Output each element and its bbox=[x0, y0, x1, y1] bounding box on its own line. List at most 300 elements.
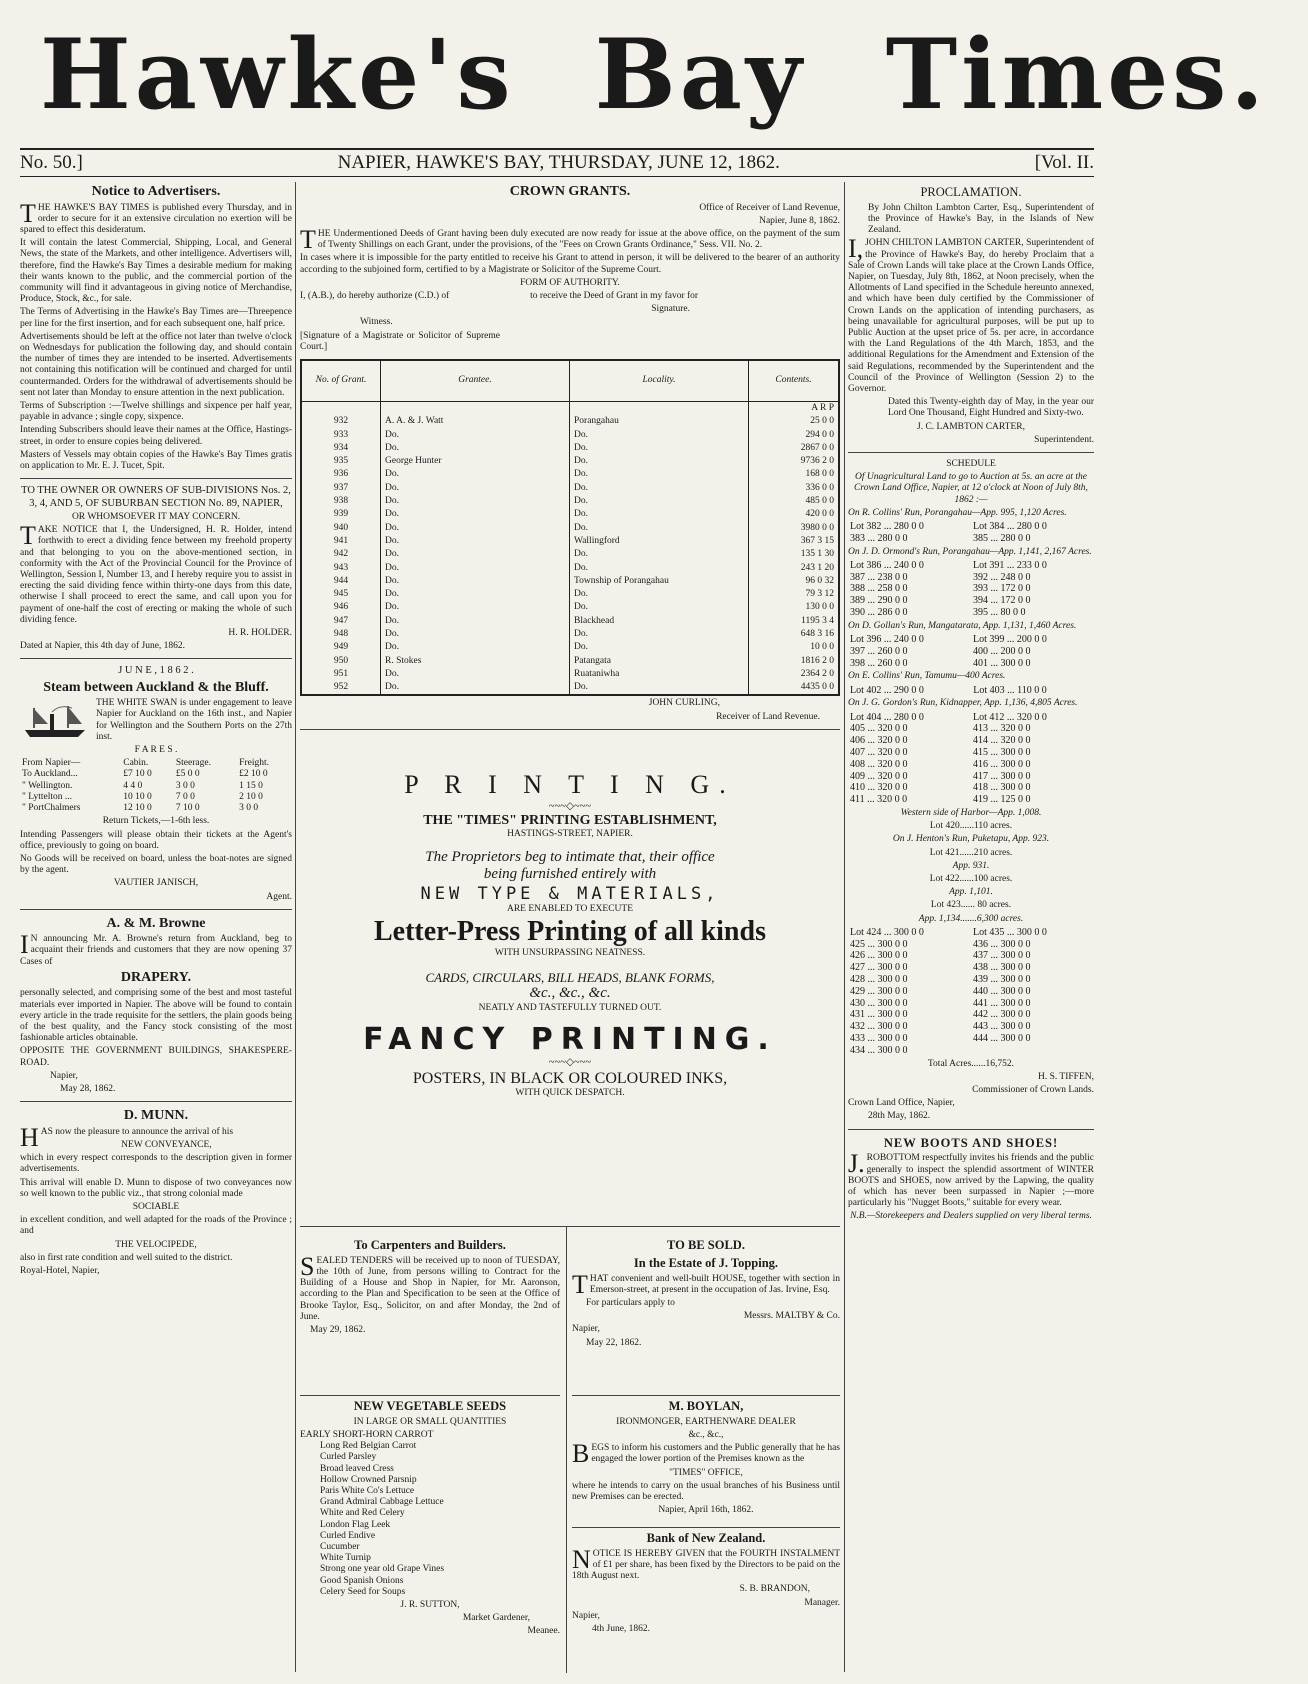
carpenters-ad bbox=[300, 1235, 560, 1385]
divider bbox=[20, 1101, 292, 1102]
notice-paragraph: The Terms of Advertising in the Hawke's Bay Times are—Threepence per line for the first insertion, and for each subsequent one, half price. bbox=[20, 307, 292, 329]
lot-cell: 444 ... 300 0 0 bbox=[973, 1032, 1031, 1044]
grants-cell: Do. bbox=[381, 495, 570, 508]
lot-cell: 426 ... 300 0 0 bbox=[850, 950, 908, 962]
seed-item: Grand Admiral Cabbage Lettuce bbox=[320, 1497, 444, 1508]
grants-cell: 2867 0 0 bbox=[749, 442, 840, 455]
grants-header-cell: Locality. bbox=[570, 360, 749, 402]
column-divider bbox=[295, 182, 296, 1672]
printing-cards: CARDS, CIRCULARS, BILL HEADS, BLANK FORMS, bbox=[425, 969, 715, 985]
run-heading: On E. Collins' Run, Tamumu—400 Acres. bbox=[848, 671, 1006, 682]
crown-role: Receiver of Land Revenue. bbox=[716, 711, 820, 722]
grants-cell: 135 1 30 bbox=[749, 548, 840, 561]
steam-paragraph: Intending Passengers will please obtain their tickets at the Agent's office, previously to going on board. bbox=[20, 829, 292, 851]
lot-cell: 411 ... 320 0 0 bbox=[850, 794, 908, 806]
lot-cell: 429 ... 300 0 0 bbox=[850, 985, 908, 997]
schedule-app: App. 931. bbox=[952, 860, 990, 871]
grants-row bbox=[301, 628, 839, 641]
lot-row bbox=[848, 1045, 1094, 1057]
notice-paragraph: THE HAWKE'S BAY TIMES is published every Thursday, and in order to secure for it an extensive circulation no exertion will be spared to effect this desideratum. bbox=[20, 198, 292, 235]
grants-cell: 9736 2 0 bbox=[749, 455, 840, 468]
grants-cell: Do. bbox=[381, 575, 570, 588]
grants-row bbox=[301, 495, 839, 508]
printing-line: The Proprietors beg to intimate that, their office bbox=[425, 848, 715, 865]
lot-row bbox=[848, 560, 1094, 572]
grants-cell: Ruataniwha bbox=[570, 668, 749, 681]
munn-conveyance: NEW CONVEYANCE, bbox=[121, 1139, 212, 1150]
lot-row bbox=[848, 572, 1094, 584]
divider bbox=[300, 729, 840, 730]
divider bbox=[20, 658, 292, 659]
grants-cell: Do. bbox=[570, 628, 749, 641]
issue-number: No. 50.] bbox=[20, 151, 83, 173]
grants-row bbox=[301, 615, 839, 628]
boylan-title: M. BOYLAN, bbox=[668, 1399, 744, 1413]
grants-cell: 948 bbox=[301, 628, 381, 641]
divider bbox=[848, 452, 1094, 453]
grants-cell: Do. bbox=[381, 548, 570, 561]
lots-table bbox=[848, 560, 1094, 619]
printing-letterpress: Letter-Press Printing of all kinds bbox=[374, 916, 766, 948]
owner-dated: Dated at Napier, this 4th day of June, 1862. bbox=[20, 641, 186, 652]
steamship-icon bbox=[20, 700, 90, 740]
printing-line: being furnished entirely with bbox=[483, 866, 657, 883]
drapery-heading: DRAPERY. bbox=[120, 969, 192, 985]
crown-signature: JOHN CURLING, bbox=[648, 698, 720, 709]
grants-row bbox=[301, 681, 839, 695]
lot-cell: 437 ... 300 0 0 bbox=[973, 950, 1031, 962]
grants-row bbox=[301, 522, 839, 535]
grants-cell: Do. bbox=[570, 455, 749, 468]
lot-cell: 442 ... 300 0 0 bbox=[973, 1009, 1031, 1021]
grants-cell: Do. bbox=[381, 482, 570, 495]
bank-ad bbox=[572, 1527, 840, 1674]
printing-neatness: WITH UNSURPASSING NEATNESS. bbox=[494, 948, 646, 959]
sold-subtitle: In the Estate of J. Topping. bbox=[633, 1255, 779, 1270]
lot-cell: 407 ... 320 0 0 bbox=[850, 747, 908, 758]
lot-cell: 413 ... 320 0 0 bbox=[973, 723, 1031, 735]
ornament-rule: ~~~◇~~~ bbox=[548, 1057, 592, 1069]
fares-cell: " Wellington. bbox=[22, 780, 73, 791]
printing-fancy: FANCY PRINTING. bbox=[363, 1021, 777, 1057]
column-right bbox=[848, 182, 1094, 1672]
masthead-word: Times. bbox=[885, 18, 1268, 131]
printing-title: P R I N T I N G. bbox=[404, 769, 736, 799]
grants-cell: 1195 3 4 bbox=[749, 615, 840, 628]
schedule-lot: Lot 423...... 80 acres. bbox=[930, 900, 1012, 911]
lot-cell: 440 ... 300 0 0 bbox=[973, 985, 1031, 997]
lot-row bbox=[848, 1009, 1094, 1021]
lot-row bbox=[848, 998, 1094, 1010]
lot-row bbox=[848, 646, 1094, 658]
bank-body: NOTICE IS HEREBY GIVEN that the FOURTH INSTALMENT of £1 per share, has been fixed by the Directors to be paid on the 18th August next. bbox=[572, 1544, 840, 1582]
carpenters-title: To Carpenters and Builders. bbox=[354, 1238, 506, 1252]
grants-cell: 130 0 0 bbox=[749, 601, 840, 614]
boylan-body: where he intends to carry on the usual branches of his Business until new Premises can be erected. bbox=[572, 1480, 840, 1502]
lot-row bbox=[848, 986, 1094, 998]
browne-date: May 28, 1862. bbox=[60, 1083, 116, 1094]
lot-cell: 398 ... 260 0 0 bbox=[850, 657, 908, 669]
seed-item: White Turnip bbox=[320, 1553, 371, 1564]
schedule-title: SCHEDULE bbox=[946, 459, 996, 470]
ornament-rule: ~~~◇~~~ bbox=[548, 800, 592, 812]
fares-row bbox=[20, 803, 292, 814]
grants-cell: Do. bbox=[570, 468, 749, 481]
notice-paragraph: Advertisements should be left at the office not later than twelve o'clock on Wednesdays for publication the following day, and should contain the number of times they are intended to be inserted. Advertisements not containing this notification will be continued and charged for until countermanded. Orders for the withdrawal of advertisements should be sent not later than Monday to ensure attention in the next publication. bbox=[20, 331, 292, 398]
notice-paragraph: Intending Subscribers should leave their names at the Office, Hastings-street, in order to ensure copies being delivered. bbox=[20, 425, 292, 447]
grants-header-cell: Grantee. bbox=[381, 360, 570, 402]
grants-row bbox=[301, 508, 839, 521]
printing-ad bbox=[300, 770, 840, 1100]
form-line: I, (A.B.), do hereby authorize (C.D.) of to receive the Deed of Grant in my favor for bbox=[300, 290, 699, 301]
lot-cell: 418 ... 300 0 0 bbox=[973, 782, 1031, 794]
grants-row bbox=[301, 641, 839, 654]
column-divider bbox=[844, 182, 845, 1672]
crown-title: CROWN GRANTS. bbox=[509, 184, 631, 199]
grants-cell: 420 0 0 bbox=[749, 508, 840, 521]
seed-item: White and Red Celery bbox=[320, 1508, 405, 1519]
lots-table bbox=[848, 712, 1094, 806]
lot-cell: 409 ... 320 0 0 bbox=[850, 770, 908, 782]
lot-cell: Lot 399 ... 200 0 0 bbox=[973, 634, 1047, 646]
masthead-word: Hawke's bbox=[40, 18, 515, 131]
grants-cell: Do. bbox=[570, 495, 749, 508]
browne-address: OPPOSITE THE GOVERNMENT BUILDINGS, SHAKESPERE-ROAD. bbox=[20, 1046, 292, 1068]
lot-row bbox=[848, 771, 1094, 783]
carpenters-date: May 29, 1862. bbox=[310, 1324, 366, 1335]
lots-table bbox=[848, 927, 1094, 1057]
lot-cell: 436 ... 300 0 0 bbox=[973, 938, 1031, 950]
grants-cell: Do. bbox=[381, 468, 570, 481]
grants-cell: 946 bbox=[301, 601, 381, 614]
lot-cell: 428 ... 300 0 0 bbox=[850, 974, 908, 985]
grants-cell: 943 bbox=[301, 562, 381, 575]
bank-place: Napier, bbox=[572, 1610, 600, 1621]
steam-role: Agent. bbox=[266, 891, 292, 902]
lot-cell: 417 ... 300 0 0 bbox=[973, 770, 1031, 782]
proclamation-dated: Dated this Twenty-eighth day of May, in the year our Lord One Thousand, Eight Hundred and Sixty-two. bbox=[888, 397, 1094, 419]
printing-enabled: ARE ENABLED TO EXECUTE bbox=[506, 904, 634, 915]
grants-row bbox=[301, 415, 839, 428]
grants-cell: Do. bbox=[381, 641, 570, 654]
fares-cell: £7 10 0 bbox=[123, 769, 152, 780]
masthead-word: Bay bbox=[594, 18, 806, 131]
grants-cell: 941 bbox=[301, 535, 381, 548]
notice-paragraph: Masters of Vessels may obtain copies of the Hawke's Bay Times gratis on application to Mr. E. J. Tucet, Spit. bbox=[20, 449, 292, 471]
seed-item: Curled Parsley bbox=[320, 1452, 377, 1463]
grants-header bbox=[301, 360, 839, 402]
lot-cell: 430 ... 300 0 0 bbox=[850, 997, 908, 1009]
lot-row bbox=[848, 782, 1094, 794]
lot-cell: 434 ... 300 0 0 bbox=[850, 1044, 908, 1056]
lot-cell bbox=[971, 1045, 1094, 1057]
lot-row bbox=[848, 950, 1094, 962]
boylan-subtitle: IRONMONGER, EARTHENWARE DEALER bbox=[616, 1416, 796, 1427]
crown-paragraph: THE Undermentioned Deeds of Grant having been duly executed are now ready for issue at the above office, on the payment of the sum of Twenty Shillings on each Grant, under the provisions, of the "Fees on Crown Grants Ordinance," Sess. VII. No. 2. bbox=[300, 224, 840, 254]
seeds-role: Market Gardener, bbox=[462, 1613, 530, 1624]
lot-row bbox=[848, 595, 1094, 607]
lot-row bbox=[848, 723, 1094, 735]
schedule-lot: Lot 420......110 acres. bbox=[929, 821, 1013, 832]
seed-item: Celery Seed for Soups bbox=[320, 1586, 406, 1597]
proclamation-body: I,JOHN CHILTON LAMBTON CARTER, Superintendent of the Province of Hawke's Bay, do hereby Proclaim that a Sale of Crown Lands will take place at the Crown Lands Office, Napier, on Tuesday, July 8th, 1862, at Noon precisely, when the Allotments of Land specified in the Schedule hereunto annexed, and which have been duly certified by the Commissioner of Crown Lands on the application of intending purchasers, as being unavailable for agricultural purposes, will be put up to Public Auction at the upset price of 5s. per acre, in accordance with the Land Regulations of the 4th March, 1853, and the additional Regulations for the Amendment and Extension of the said Regulations, recommended by the Superintendent and the Council of the Province of Wellington (Session 2) to the Governor. bbox=[848, 234, 1094, 394]
dateline bbox=[20, 148, 1094, 177]
grants-cell: 952 bbox=[301, 681, 381, 695]
lot-cell: Lot 396 ... 240 0 0 bbox=[850, 634, 924, 646]
grants-cell: Do. bbox=[381, 442, 570, 455]
owner-title: TO THE OWNER OR OWNERS OF SUB-DIVISIONS Nos. 2, 3, 4, AND 5, OF SUBURBAN SECTION No. 89, NAPIER, bbox=[21, 485, 291, 509]
notice-paragraph: It will contain the latest Commercial, Shipping, Local, and General News, the state of the Markets, and other intelligence. Advertisers will, therefore, find the Hawke's Bay Times a desirable medium for making their wants known to the public, and the commercial portion of the community will find it advantageous in giving notice of Merchandise, Produce, Stock, &c., for sale. bbox=[20, 238, 292, 305]
schedule-henton: On J. Henton's Run, Puketapu, App. 923. bbox=[892, 834, 1050, 845]
grants-cell: 936 bbox=[301, 468, 381, 481]
crown-paragraph: In cases where it is impossible for the party entitled to receive his Grant to attend in person, it will be delivered to the bearer of an authority according to the subjoined form, certified to by a Magistrate or Solicitor of the Supreme Court. bbox=[300, 253, 840, 275]
lot-cell: Lot 386 ... 240 0 0 bbox=[850, 559, 924, 571]
grants-cell: 1816 2 0 bbox=[749, 655, 840, 668]
run-heading: On J. G. Gordon's Run, Kidnapper, App. 1,136, 4,805 Acres. bbox=[848, 698, 1078, 709]
owner-body: TAKE NOTICE that I, the Undersigned, H. R. Holder, intend forthwith to erect a dividing fence between my freehold property and that belonging to you on the above-mentioned section, in conformity with the Act of the Provincial Council for the Province of Wellington, Session I, Number 13, and I hereby require you to assist in erecting the said dividing fence within thirty-one days from this date, otherwise I shall proceed to erect the same, and call upon you for payment of one-half the cost of erecting or making the whole of such dividing fence. bbox=[20, 521, 292, 625]
lot-cell: 414 ... 320 0 0 bbox=[973, 735, 1031, 747]
lot-cell: Lot 404 ... 280 0 0 bbox=[850, 711, 924, 723]
munn-title: D. MUNN. bbox=[123, 1108, 189, 1124]
grants-cell: 168 0 0 bbox=[749, 468, 840, 481]
masthead bbox=[0, 10, 1268, 140]
grants-cell: 3980 0 0 bbox=[749, 522, 840, 535]
form-signature: Signature. bbox=[651, 304, 690, 315]
seed-item: Curled Endive bbox=[320, 1530, 376, 1541]
grants-cell: 96 0 32 bbox=[749, 575, 840, 588]
grants-cell: 950 bbox=[301, 655, 381, 668]
divider bbox=[848, 1129, 1094, 1130]
lot-row bbox=[848, 685, 1094, 697]
seed-item: Good Spanish Onions bbox=[320, 1575, 404, 1586]
form-magistrate: [Signature of a Magistrate or Solicitor of Supreme Court.] bbox=[300, 330, 500, 352]
lot-row bbox=[848, 1021, 1094, 1033]
lot-cell: 443 ... 300 0 0 bbox=[973, 1021, 1031, 1033]
seed-item: EARLY SHORT-HORN CARROT bbox=[300, 1429, 434, 1440]
grants-cell: Do. bbox=[381, 429, 570, 442]
grants-cell: 951 bbox=[301, 668, 381, 681]
proclamation-signature: J. C. LAMBTON CARTER, bbox=[917, 421, 1025, 432]
grants-row bbox=[301, 468, 839, 481]
owner-signature: H. R. HOLDER. bbox=[228, 627, 292, 638]
lot-row bbox=[848, 1033, 1094, 1045]
fares-cell: 4 4 0 bbox=[123, 780, 143, 791]
grants-row bbox=[301, 588, 839, 601]
grants-cell: 939 bbox=[301, 508, 381, 521]
fares-header-cell: From Napier— bbox=[22, 758, 81, 769]
munn-paragraph: also in first rate condition and well suited to the district. bbox=[20, 1252, 233, 1263]
lot-cell: 385 ... 280 0 0 bbox=[973, 532, 1031, 544]
lot-cell: 431 ... 300 0 0 bbox=[850, 1009, 908, 1021]
fares-cell: 10 10 0 bbox=[123, 791, 152, 802]
lots-table bbox=[848, 634, 1094, 669]
seed-item: Broad leaved Cress bbox=[320, 1463, 394, 1474]
schedule-total: Total Acres......16,752. bbox=[927, 1058, 1015, 1069]
grants-cell: 367 3 15 bbox=[749, 535, 840, 548]
lot-cell: 441 ... 300 0 0 bbox=[973, 997, 1031, 1009]
grants-row bbox=[301, 535, 839, 548]
grants-cell: Do. bbox=[381, 508, 570, 521]
grants-cell: Township of Porangahau bbox=[570, 575, 749, 588]
grants-cell: 944 bbox=[301, 575, 381, 588]
lot-cell: 394 ... 172 0 0 bbox=[973, 595, 1031, 607]
grants-cell: 949 bbox=[301, 641, 381, 654]
fares-cell: 12 10 0 bbox=[123, 803, 152, 814]
lot-row bbox=[848, 939, 1094, 951]
sold-agent: Messrs. MALTBY & Co. bbox=[743, 1311, 840, 1322]
grants-cell: Blackhead bbox=[570, 615, 749, 628]
lot-cell: 383 ... 280 0 0 bbox=[850, 532, 908, 544]
grants-cell: 25 0 0 bbox=[749, 415, 840, 428]
sold-title: TO BE SOLD. bbox=[667, 1238, 745, 1252]
steam-title: Steam between Auckland & the Bluff. bbox=[43, 679, 269, 695]
schedule-western: Western side of Harbor—App. 1,008. bbox=[900, 807, 1042, 818]
lot-row bbox=[848, 533, 1094, 545]
fares-cell: 7 0 0 bbox=[175, 791, 195, 802]
grants-cell: Do. bbox=[381, 522, 570, 535]
grants-row bbox=[301, 562, 839, 575]
grants-cell: 940 bbox=[301, 522, 381, 535]
form-witness: Witness. bbox=[360, 317, 393, 328]
lot-cell: Lot 412 ... 320 0 0 bbox=[973, 711, 1047, 723]
grants-cell: 79 3 12 bbox=[749, 588, 840, 601]
munn-paragraph: This arrival will enable D. Munn to dispose of two conveyances now so well known to the public viz., that strong colonial made bbox=[20, 1177, 292, 1199]
lot-cell: 438 ... 300 0 0 bbox=[973, 962, 1031, 974]
grants-cell: Do. bbox=[570, 641, 749, 654]
browne-paragraph: IN announcing Mr. A. Browne's return from Auckland, beg to acquaint their friends and customers that they are now opening 37 Cases of bbox=[20, 930, 292, 967]
seeds-signature: J. R. SUTTON, bbox=[400, 1600, 460, 1610]
seed-item: Strong one year old Grape Vines bbox=[320, 1564, 445, 1575]
run-heading: On J. D. Ormond's Run, Porangahau—App. 1,141, 2,167 Acres. bbox=[848, 546, 1092, 557]
lot-cell: Lot 403 ... 110 0 0 bbox=[973, 684, 1047, 696]
proclamation-by: By John Chilton Lambton Carter, Esq., Superintendent of the Province of Hawke's Bay, in the Islands of New Zealand. bbox=[868, 202, 1094, 236]
lot-cell: 433 ... 300 0 0 bbox=[850, 1032, 908, 1044]
fares-cell: £5 0 0 bbox=[175, 769, 200, 780]
munn-paragraph: HAS now the pleasure to announce the arrival of his bbox=[20, 1122, 234, 1152]
schedule-date: 28th May, 1862. bbox=[868, 1111, 931, 1122]
lot-row bbox=[848, 634, 1094, 646]
column-middle bbox=[300, 182, 840, 1672]
seed-item: Hollow Crowned Parsnip bbox=[320, 1474, 417, 1485]
form-label: FORM OF AUTHORITY. bbox=[520, 277, 620, 288]
lot-cell: Lot 435 ... 300 0 0 bbox=[973, 926, 1047, 938]
grants-cell: Do. bbox=[570, 588, 749, 601]
lot-row bbox=[848, 735, 1094, 747]
lot-cell: 439 ... 300 0 0 bbox=[973, 974, 1031, 985]
seeds-title: NEW VEGETABLE SEEDS bbox=[353, 1399, 507, 1413]
column-divider bbox=[566, 1227, 567, 1673]
grants-row bbox=[301, 455, 839, 468]
seeds-place: Meanee. bbox=[527, 1626, 560, 1637]
lot-row bbox=[848, 712, 1094, 724]
lots-table bbox=[848, 685, 1094, 697]
lot-cell: 387 ... 238 0 0 bbox=[850, 571, 908, 583]
lot-row bbox=[848, 583, 1094, 595]
grants-cell: Porangahau bbox=[570, 415, 749, 428]
to-be-sold-ad bbox=[572, 1235, 840, 1385]
lot-cell: 393 ... 172 0 0 bbox=[973, 583, 1031, 595]
fares-cell: £2 10 0 bbox=[239, 769, 268, 780]
fares-cell: 7 10 0 bbox=[175, 803, 200, 814]
boylan-body: BEGS to inform his customers and the Public generally that he has engaged the lower portion of the Premises known as the bbox=[572, 1439, 840, 1469]
grants-cell: 243 1 20 bbox=[749, 562, 840, 575]
lot-cell: Lot 391 ... 233 0 0 bbox=[973, 559, 1047, 571]
grants-row bbox=[301, 482, 839, 495]
lot-cell: 395 ... 80 0 0 bbox=[973, 607, 1026, 619]
lot-row bbox=[848, 759, 1094, 771]
fares-cell: " Lyttelton ... bbox=[22, 791, 73, 802]
steam-signature: VAUTIER JANISCH, bbox=[113, 878, 199, 889]
grants-cell: 336 0 0 bbox=[749, 482, 840, 495]
lot-cell: 392 ... 248 0 0 bbox=[973, 571, 1031, 583]
fares-header bbox=[20, 758, 292, 769]
boylan-ad bbox=[572, 1395, 840, 1518]
bank-title: Bank of New Zealand. bbox=[646, 1531, 766, 1545]
sold-date: May 22, 1862. bbox=[586, 1337, 642, 1348]
munn-paragraph: which in every respect corresponds to the description given in former advertisements. bbox=[20, 1153, 292, 1175]
lot-row bbox=[848, 974, 1094, 986]
schedule-lot: Lot 422......100 acres. bbox=[929, 874, 1013, 884]
return-tickets: Return Tickets,—1-6th less. bbox=[102, 816, 210, 827]
grants-cell: 648 3 16 bbox=[749, 628, 840, 641]
lot-row bbox=[848, 658, 1094, 670]
fares-cell: 3 0 0 bbox=[239, 803, 259, 814]
munn-place: Royal-Hotel, Napier, bbox=[20, 1265, 100, 1276]
owner-subtitle: OR WHOMSOEVER IT MAY CONCERN. bbox=[71, 511, 241, 522]
grants-cell: Do. bbox=[570, 442, 749, 455]
browne-title: A. & M. Browne bbox=[106, 915, 206, 931]
grants-cell: 938 bbox=[301, 495, 381, 508]
printing-posters: POSTERS, IN BLACK OR COLOURED INKS, bbox=[412, 1069, 728, 1087]
grants-cell: 10 0 0 bbox=[749, 641, 840, 654]
lot-cell: 410 ... 320 0 0 bbox=[850, 782, 908, 794]
grants-cell: Do. bbox=[570, 429, 749, 442]
grants-cell: 294 0 0 bbox=[749, 429, 840, 442]
grants-cell: 942 bbox=[301, 548, 381, 561]
lot-cell: Lot 402 ... 290 0 0 bbox=[850, 684, 924, 696]
grants-cell: 933 bbox=[301, 429, 381, 442]
grants-cell: 2364 2 0 bbox=[749, 668, 840, 681]
crown-date: Napier, June 8, 1862. bbox=[759, 215, 840, 226]
grants-cell: 934 bbox=[301, 442, 381, 455]
grants-cell: 945 bbox=[301, 588, 381, 601]
grants-cell: 4435 0 0 bbox=[749, 681, 840, 695]
munn-paragraph: in excellent condition, and well adapted for the roads of the Province ; and bbox=[20, 1215, 292, 1237]
bank-signature: S. B. BRANDON, bbox=[739, 1584, 810, 1595]
fares-row bbox=[20, 781, 292, 792]
advert-boxes bbox=[300, 1226, 840, 1673]
grants-row bbox=[301, 668, 839, 681]
divider bbox=[20, 909, 292, 910]
schedule-role: Commissioner of Crown Lands. bbox=[972, 1084, 1094, 1095]
schedule-signature: H. S. TIFFEN, bbox=[1037, 1071, 1094, 1082]
schedule-app: App. 1,101. bbox=[949, 887, 993, 898]
grants-cell: Do. bbox=[381, 668, 570, 681]
notice-title: Notice to Advertisers. bbox=[91, 184, 221, 199]
lot-cell: 406 ... 320 0 0 bbox=[850, 735, 908, 747]
run-heading: On D. Gollan's Run, Mangatarata, App. 1,131, 1,460 Acres. bbox=[848, 620, 1077, 631]
grants-cell: Patangata bbox=[570, 655, 749, 668]
printing-newtype: NEW TYPE & MATERIALS, bbox=[420, 884, 720, 905]
seed-item: Paris White Co's Lettuce bbox=[320, 1485, 415, 1496]
fares-row bbox=[20, 769, 292, 780]
grants-row bbox=[301, 429, 839, 442]
grants-cell: 947 bbox=[301, 615, 381, 628]
grants-units: A R P bbox=[749, 401, 840, 415]
fares-header-cell: Steerage. bbox=[175, 758, 211, 769]
run-heading: On R. Collins' Run, Porangahau—App. 995, 1,120 Acres. bbox=[848, 507, 1067, 518]
lot-cell: 408 ... 320 0 0 bbox=[850, 758, 908, 770]
